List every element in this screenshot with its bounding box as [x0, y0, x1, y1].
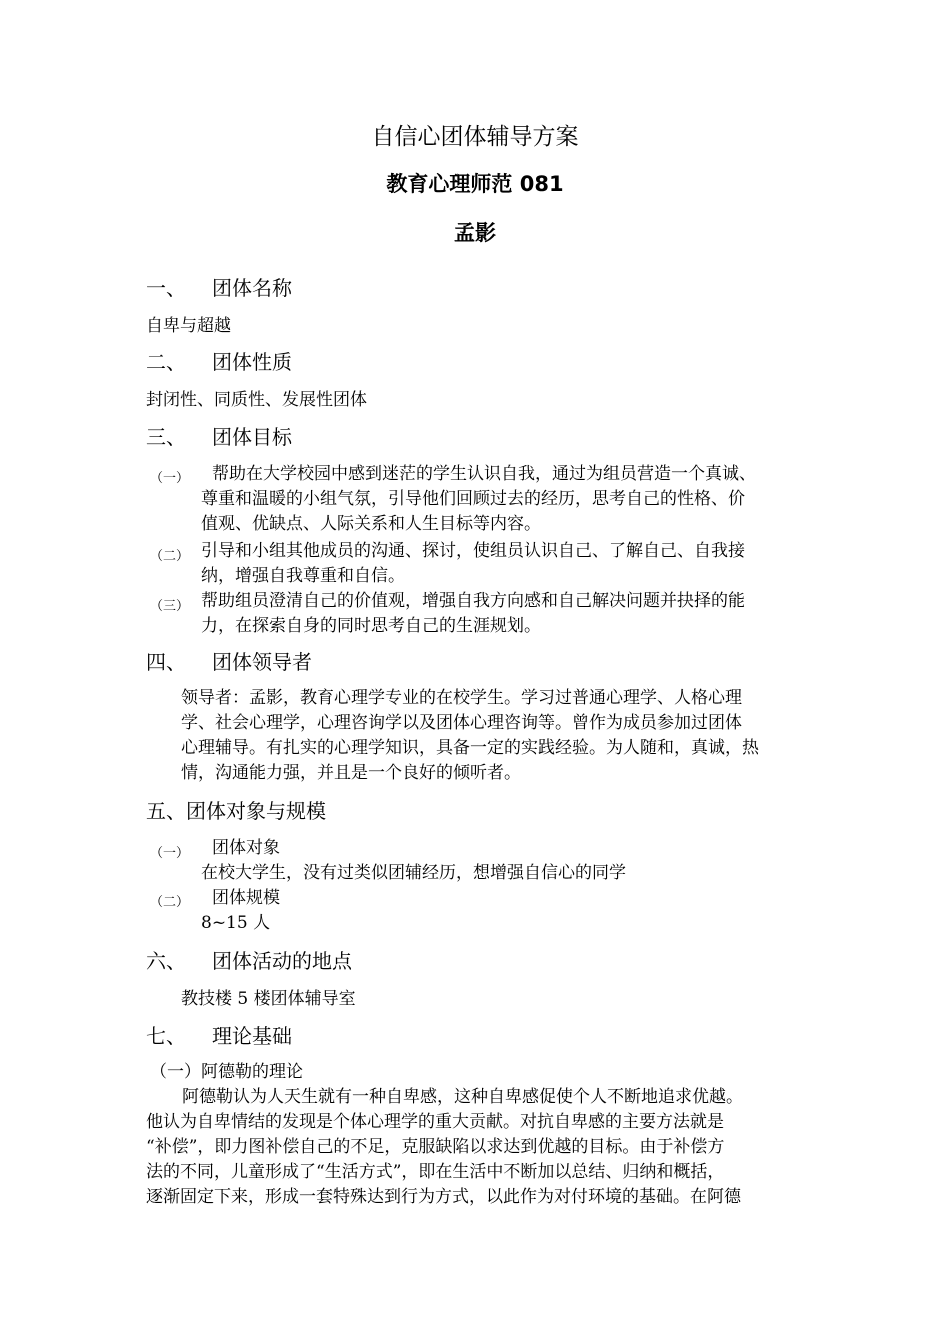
section-title: 团体活动的地点	[212, 949, 352, 973]
section-heading-6	[146, 945, 352, 974]
goal-line: 值观、优缺点、人际关系和人生目标等内容。	[201, 514, 541, 534]
section-heading-2	[146, 346, 292, 375]
leader-line: 领导者：孟影，教育心理学专业的在校学生。学习过普通心理学、人格心理	[181, 688, 742, 708]
section-number: 六、	[146, 949, 186, 973]
section-heading-1	[146, 272, 292, 301]
section-number: 三、	[146, 425, 186, 449]
section-number: 一、	[146, 276, 186, 300]
section-title: 团体领导者	[212, 650, 312, 674]
target-number-1: （一）	[150, 846, 190, 861]
section-heading-3	[146, 421, 292, 450]
goal-item-1	[201, 462, 756, 537]
theory-line: 他认为自卑情结的发现是个体心理学的重大贡献。对抗自卑感的主要方法就是	[146, 1112, 724, 1132]
leader-line: 心理辅导。有扎实的心理学知识，具备一定的实践经验。为人随和，真诚，热	[181, 738, 759, 758]
goal-line: 尊重和温暖的小组气氛，引导他们回顾过去的经历，思考自己的性格、价	[201, 489, 745, 509]
theory-line: “补偿”，即力图补偿自己的不足，克服缺陷以求达到优越的目标。由于补偿方	[146, 1137, 725, 1157]
goal-number-2: （二）	[150, 549, 190, 564]
target-subtitle-2: 团体规模	[212, 888, 280, 908]
section-heading-5: 五、团体对象与规模	[146, 799, 326, 823]
leader-line: 学、社会心理学，心理咨询学以及团体心理咨询等。曾作为成员参加过团体	[181, 713, 742, 733]
goal-line: 纳，增强自我尊重和自信。	[201, 566, 405, 586]
section-title: 团体名称	[212, 276, 292, 300]
theory-subtitle: （一）阿德勒的理论	[150, 1062, 303, 1082]
target-content-2: 8~15 人	[201, 913, 271, 933]
goal-item-3	[201, 589, 745, 639]
target-subtitle-1: 团体对象	[212, 838, 280, 858]
section-content-1: 自卑与超越	[146, 316, 231, 336]
theory-line: 阿德勒认为人天生就有一种自卑感，这种自卑感促使个人不断地追求优越。	[182, 1087, 743, 1107]
section-title: 团体性质	[212, 350, 292, 374]
goal-number-3: （三）	[150, 599, 190, 614]
section-heading-4	[146, 646, 312, 675]
leader-line: 情，沟通能力强，并且是一个良好的倾听者。	[181, 763, 521, 783]
section-content-2: 封闭性、同质性、发展性团体	[146, 390, 367, 410]
goal-item-2	[201, 539, 745, 589]
goal-line: 力，在探索自身的同时思考自己的生涯规划。	[201, 616, 541, 636]
section-content-6: 教技楼 5 楼团体辅导室	[181, 989, 356, 1009]
target-content-1: 在校大学生，没有过类似团辅经历，想增强自信心的同学	[201, 863, 626, 883]
theory-paragraph	[146, 1085, 743, 1210]
goal-line: 帮助组员澄清自己的价值观，增强自我方向感和自己解决问题并抉择的能	[201, 591, 745, 611]
section-title: 理论基础	[212, 1024, 292, 1048]
theory-line: 法的不同，儿童形成了“生活方式”，即在生活中不断加以总结、归纳和概括，	[146, 1162, 725, 1182]
section-number: 二、	[146, 350, 186, 374]
goal-number-1: （一）	[150, 471, 190, 486]
section-title: 团体目标	[212, 425, 292, 449]
target-number-2: （二）	[150, 895, 190, 910]
goal-line: 引导和小组其他成员的沟通、探讨，使组员认识自己、了解自己、自我接	[201, 541, 745, 561]
goal-line: 帮助在大学校园中感到迷茫的学生认识自我，通过为组员营造一个真诚、	[212, 464, 756, 484]
section-number: 七、	[146, 1024, 186, 1048]
leader-description	[181, 686, 759, 786]
section-number: 四、	[146, 650, 186, 674]
section-heading-7	[146, 1020, 292, 1049]
class-name: 教育心理师范 081	[386, 172, 564, 196]
theory-line: 逐渐固定下来，形成一套特殊达到行为方式，以此作为对付环境的基础。在阿德	[146, 1187, 741, 1207]
document-title: 自信心团体辅导方案	[371, 124, 579, 150]
author-name: 孟影	[454, 221, 496, 245]
